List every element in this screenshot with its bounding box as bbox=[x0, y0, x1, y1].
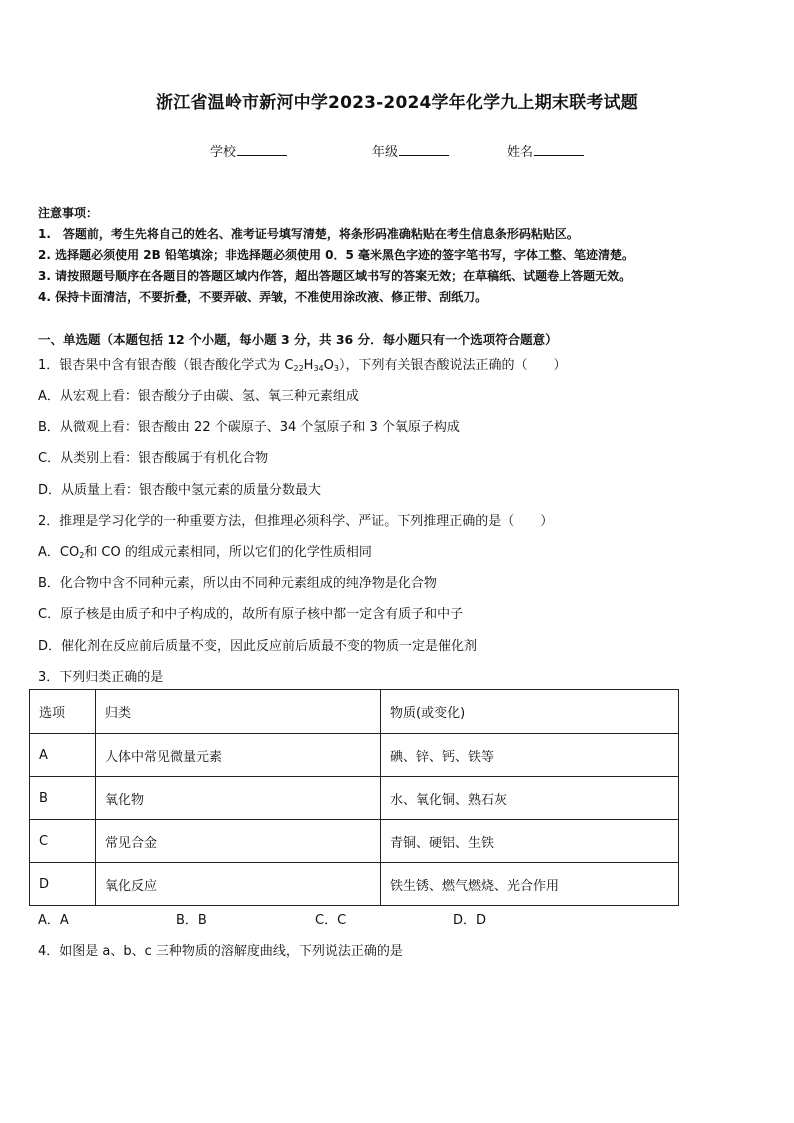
table-row bbox=[30, 777, 679, 820]
q3-answer-a[interactable]: A．A bbox=[38, 913, 69, 928]
notice-heading: 注意事项： bbox=[38, 206, 99, 220]
table-row bbox=[30, 734, 679, 777]
table-header-row bbox=[30, 690, 679, 734]
table-cell: 青铜、硬铝、生铁 bbox=[381, 820, 679, 863]
q1-option-c[interactable]: C．从类别上看：银杏酸属于有机化合物 bbox=[38, 451, 269, 466]
grade-label: 年级 bbox=[372, 145, 399, 160]
table-cell: C bbox=[30, 820, 96, 863]
table-cell: 碘、锌、钙、铁等 bbox=[381, 734, 679, 777]
q2-option-a[interactable]: A．$CO_2$和 CO 的组成元素相同，所以它们的化学性质相同 bbox=[38, 545, 372, 560]
school-field bbox=[210, 141, 287, 160]
grade-field bbox=[372, 141, 449, 160]
school-label: 学校 bbox=[210, 145, 237, 160]
notice-item: 1. 答题前，考生先将自己的姓名、准考证号填写清楚，将条形码准确粘贴在考生信息条形码粘贴区。 bbox=[38, 227, 579, 241]
q2-option-c[interactable]: C．原子核是由质子和中子构成的，故所有原子核中都一定含有质子和中子 bbox=[38, 607, 464, 622]
table-header-cell: 归类 bbox=[96, 690, 381, 734]
table-cell: B bbox=[30, 777, 96, 820]
q1-stem: 1．银杏果中含有银杏酸（银杏酸化学式为 $C_{22}H_{34}O_3$），下列有关银杏酸说法正确的（ ） bbox=[38, 358, 567, 373]
q1-option-d[interactable]: D．从质量上看：银杏酸中氢元素的质量分数最大 bbox=[38, 483, 322, 498]
notice-item: 3. 请按照题号顺序在各题目的答题区域内作答，超出答题区域书写的答案无效；在草稿纸、试题卷上答题无效。 bbox=[38, 269, 632, 283]
q3-answer-b[interactable]: B．B bbox=[176, 913, 207, 928]
table-cell: 铁生锈、燃气燃烧、光合作用 bbox=[381, 863, 679, 906]
table-cell: 人体中常见微量元素 bbox=[96, 734, 381, 777]
table-cell: D bbox=[30, 863, 96, 906]
table-cell: 常见合金 bbox=[96, 820, 381, 863]
section-heading: 一、单选题（本题包括 12 个小题，每小题 3 分，共 36 分．每小题只有一个选项符合题意） bbox=[38, 332, 558, 347]
name-field bbox=[507, 141, 584, 160]
classification-table bbox=[29, 689, 679, 906]
q3-answer-c[interactable]: C．C bbox=[315, 913, 347, 928]
q2-option-b[interactable]: B．化合物中含不同种元素，所以由不同种元素组成的纯净物是化合物 bbox=[38, 576, 437, 591]
name-blank[interactable] bbox=[534, 143, 584, 156]
notice-item: 4. 保持卡面清洁，不要折叠，不要弄破、弄皱，不准使用涂改液、修正带、刮纸刀。 bbox=[38, 290, 488, 304]
notice-item: 2. 选择题必须使用 2B 铅笔填涂；非选择题必须使用 0．5 毫米黑色字迹的签字笔书写，字体工整、笔迹清楚。 bbox=[38, 248, 634, 262]
table-cell: 氧化反应 bbox=[96, 863, 381, 906]
q1-option-a[interactable]: A．从宏观上看：银杏酸分子由碳、氢、氧三种元素组成 bbox=[38, 389, 359, 404]
table-cell: 氧化物 bbox=[96, 777, 381, 820]
q1-option-b[interactable]: B．从微观上看：银杏酸由 22 个碳原子、34 个氢原子和 3 个氧原子构成 bbox=[38, 420, 460, 435]
table-row bbox=[30, 820, 679, 863]
table-header-cell: 选项 bbox=[30, 690, 96, 734]
table-cell: 水、氧化铜、熟石灰 bbox=[381, 777, 679, 820]
school-blank[interactable] bbox=[237, 143, 287, 156]
name-label: 姓名 bbox=[507, 145, 534, 160]
table-row bbox=[30, 863, 679, 906]
q4-stem: 4．如图是 a、b、c 三种物质的溶解度曲线，下列说法正确的是 bbox=[38, 944, 403, 959]
exam-title: 浙江省温岭市新河中学2023-2024学年化学九上期末联考试题 bbox=[156, 93, 638, 113]
q3-stem: 3．下列归类正确的是 bbox=[38, 670, 164, 685]
grade-blank[interactable] bbox=[399, 143, 449, 156]
q2-option-d[interactable]: D．催化剂在反应前后质量不变，因此反应前后质最不变的物质一定是催化剂 bbox=[38, 639, 478, 654]
table-header-cell: 物质(或变化) bbox=[381, 690, 679, 734]
q2-stem: 2．推理是学习化学的一种重要方法，但推理必须科学、严证。下列推理正确的是（ ） bbox=[38, 514, 554, 529]
table-cell: A bbox=[30, 734, 96, 777]
q3-answer-d[interactable]: D．D bbox=[453, 913, 487, 928]
